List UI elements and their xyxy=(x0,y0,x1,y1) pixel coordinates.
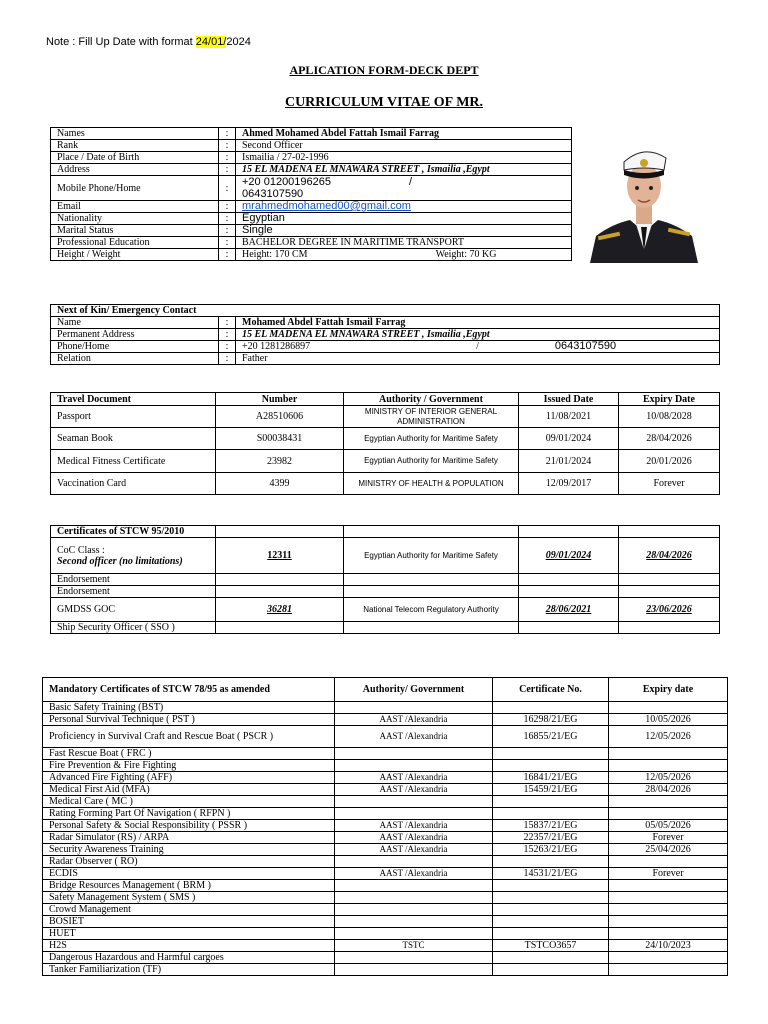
table-header-row xyxy=(51,526,720,538)
certificate-authority xyxy=(335,856,493,868)
doc-name: Seaman Book xyxy=(51,428,216,450)
stcw-2010-certificates-table xyxy=(50,525,720,634)
kin-name-label: Name xyxy=(51,317,219,329)
certificate-name: HUET xyxy=(43,928,335,940)
certificate-authority: AAST /Alexandria xyxy=(335,784,493,796)
doc-name: Vaccination Card xyxy=(51,473,216,495)
gmdss-authority: National Telecom Regulatory Authority xyxy=(344,598,519,622)
certificate-number: 15263/21/EG xyxy=(493,844,609,856)
certificate-number: 14531/21/EG xyxy=(493,868,609,880)
certificate-authority: AAST /Alexandria xyxy=(335,820,493,832)
certificate-name: Personal Survival Technique ( PST ) xyxy=(43,714,335,726)
note-prefix: Note : Fill Up Date with format xyxy=(46,36,196,48)
certificate-name: Security Awareness Training xyxy=(43,844,335,856)
empty-cell xyxy=(344,622,519,634)
certificate-name: Advanced Fire Fighting (AFF) xyxy=(43,772,335,784)
certificate-number xyxy=(493,928,609,940)
doc-authority: Egyptian Authority for Maritime Safety xyxy=(344,450,519,473)
separator: : xyxy=(219,341,236,353)
email-label: Email xyxy=(51,201,219,213)
cv-title: CURRICULUM VITAE OF MR. xyxy=(284,95,484,110)
empty-cell xyxy=(519,526,619,538)
certificate-number: 22357/21/EG xyxy=(493,832,609,844)
certificate-authority xyxy=(335,952,493,964)
coc-issued: 09/01/2024 xyxy=(519,538,619,574)
certificate-name: Basic Safety Training (BST) xyxy=(43,702,335,714)
certificate-authority: AAST /Alexandria xyxy=(335,844,493,856)
table-row xyxy=(43,892,728,904)
table-row xyxy=(43,928,728,940)
separator: : xyxy=(219,152,236,164)
kin-address-value: 15 EL MADENA EL MNAWARA STREET , Ismailia ,Egypt xyxy=(236,329,720,341)
kin-mobile-phone: +20 1281286897 xyxy=(242,341,311,352)
certificate-expiry xyxy=(609,808,728,820)
certificate-name: Proficiency in Survival Craft and Rescue Boat ( PSCR ) xyxy=(43,726,335,748)
certificate-expiry: 10/05/2026 xyxy=(609,714,728,726)
certificate-name: BOSIET xyxy=(43,916,335,928)
certificate-name: Fire Prevention & Fire Fighting xyxy=(43,760,335,772)
coc-cell xyxy=(51,538,216,574)
table-row xyxy=(51,329,720,341)
certificate-number xyxy=(493,808,609,820)
empty-cell xyxy=(216,526,344,538)
certificate-expiry xyxy=(609,928,728,940)
table-row xyxy=(51,574,720,586)
coc-authority: Egyptian Authority for Maritime Safety xyxy=(344,538,519,574)
separator: : xyxy=(219,140,236,152)
certificate-expiry xyxy=(609,748,728,760)
coc-label: CoC Class : xyxy=(57,544,105,556)
certificate-name: Tanker Familiarization (TF) xyxy=(43,964,335,976)
doc-number: 23982 xyxy=(216,450,344,473)
certificate-authority xyxy=(335,916,493,928)
table-header-row xyxy=(43,678,728,702)
col-expiry-date: Expiry Date xyxy=(619,393,720,406)
endorsement-1: Endorsement xyxy=(51,574,216,586)
weight-value: Weight: 70 KG xyxy=(435,249,497,260)
phone-value-cell xyxy=(236,176,572,201)
gmdss-issued: 28/06/2021 xyxy=(519,598,619,622)
empty-cell xyxy=(344,574,519,586)
certificate-number: 16855/21/EG xyxy=(493,726,609,748)
certificate-number xyxy=(493,916,609,928)
marital-value: Single xyxy=(236,225,572,237)
separator: : xyxy=(219,237,236,249)
table-row xyxy=(51,341,720,353)
address-label: Address xyxy=(51,164,219,176)
table-row xyxy=(43,868,728,880)
birth-label: Place / Date of Birth xyxy=(51,152,219,164)
certificate-expiry: 05/05/2026 xyxy=(609,820,728,832)
table-row xyxy=(43,844,728,856)
separator: : xyxy=(219,201,236,213)
certificate-name: Medical Care ( MC ) xyxy=(43,796,335,808)
certificate-name: Radar Simulator (RS) / ARPA xyxy=(43,832,335,844)
table-row xyxy=(43,856,728,868)
table-row xyxy=(43,702,728,714)
next-of-kin-table xyxy=(50,304,720,365)
separator: : xyxy=(219,317,236,329)
separator: : xyxy=(219,225,236,237)
doc-number: S00038431 xyxy=(216,428,344,450)
certificate-authority xyxy=(335,904,493,916)
kin-name-value: Mohamed Abdel Fattah Ismail Farrag xyxy=(236,317,720,329)
table-row xyxy=(43,964,728,976)
travel-documents-table xyxy=(50,392,720,495)
education-label: Professional Education xyxy=(51,237,219,249)
kin-header: Next of Kin/ Emergency Contact xyxy=(51,305,720,317)
doc-expiry: 28/04/2026 xyxy=(619,428,720,450)
col-travel-document: Travel Document xyxy=(51,393,216,406)
empty-cell xyxy=(344,586,519,598)
certificate-expiry xyxy=(609,904,728,916)
table-row xyxy=(43,772,728,784)
table-row xyxy=(51,428,720,450)
address-value: 15 EL MADENA EL MNAWARA STREET , Ismailia ,Egypt xyxy=(236,164,572,176)
certificate-number xyxy=(493,964,609,976)
doc-issued: 12/09/2017 xyxy=(519,473,619,495)
col-certificate-no: Certificate No. xyxy=(493,678,609,702)
certificate-authority xyxy=(335,760,493,772)
empty-cell xyxy=(619,586,720,598)
doc-number: A28510606 xyxy=(216,406,344,428)
education-value: BACHELOR DEGREE IN MARITIME TRANSPORT xyxy=(236,237,572,249)
certificate-number: 16298/21/EG xyxy=(493,714,609,726)
certificate-expiry: Forever xyxy=(609,868,728,880)
table-row xyxy=(43,880,728,892)
certificate-authority xyxy=(335,892,493,904)
empty-cell xyxy=(216,586,344,598)
certificate-expiry: Forever xyxy=(609,832,728,844)
certificate-authority xyxy=(335,964,493,976)
empty-cell xyxy=(519,622,619,634)
certificate-number xyxy=(493,892,609,904)
kin-home-phone: 0643107590 xyxy=(554,340,617,352)
endorsement-2: Endorsement xyxy=(51,586,216,598)
doc-expiry: 20/01/2026 xyxy=(619,450,720,473)
certificate-expiry xyxy=(609,952,728,964)
gmdss-label: GMDSS GOC xyxy=(51,598,216,622)
separator: : xyxy=(219,353,236,365)
table-row xyxy=(51,473,720,495)
phone-slash: / xyxy=(409,176,413,188)
certificate-number: 15459/21/EG xyxy=(493,784,609,796)
certificate-number xyxy=(493,796,609,808)
empty-cell xyxy=(519,586,619,598)
table-row xyxy=(43,820,728,832)
email-cell xyxy=(236,201,572,213)
certificate-authority: AAST /Alexandria xyxy=(335,714,493,726)
format-note xyxy=(46,36,251,48)
empty-cell xyxy=(216,622,344,634)
certificate-number xyxy=(493,760,609,772)
doc-expiry: 10/08/2028 xyxy=(619,406,720,428)
certificate-expiry xyxy=(609,964,728,976)
form-title: APLICATION FORM-DECK DEPT xyxy=(289,63,479,77)
note-suffix: 2024 xyxy=(226,36,251,48)
certificate-name: Dangerous Hazardous and Harmful cargoes xyxy=(43,952,335,964)
certificate-authority: AAST /Alexandria xyxy=(335,832,493,844)
certificate-authority xyxy=(335,808,493,820)
certificate-expiry: 25/04/2026 xyxy=(609,844,728,856)
kin-address-label: Permanent Address xyxy=(51,329,219,341)
certificate-name: Personal Safety & Social Responsibility ( PSSR ) xyxy=(43,820,335,832)
stcw-2010-header: Certificates of STCW 95/2010 xyxy=(51,526,216,538)
profile-photo xyxy=(572,128,716,263)
separator: : xyxy=(219,213,236,225)
table-row xyxy=(43,796,728,808)
doc-issued: 21/01/2024 xyxy=(519,450,619,473)
doc-issued: 09/01/2024 xyxy=(519,428,619,450)
certificate-name: Radar Observer ( RO) xyxy=(43,856,335,868)
table-header-row xyxy=(51,393,720,406)
certificate-authority: AAST /Alexandria xyxy=(335,868,493,880)
certificate-expiry: 28/04/2026 xyxy=(609,784,728,796)
table-row xyxy=(51,305,720,317)
table-row xyxy=(51,538,720,574)
certificate-number xyxy=(493,856,609,868)
table-row xyxy=(51,598,720,622)
col-expiry-date: Expiry date xyxy=(609,678,728,702)
certificate-number: 16841/21/EG xyxy=(493,772,609,784)
table-row xyxy=(43,904,728,916)
table-row xyxy=(51,317,720,329)
table-row xyxy=(43,940,728,952)
doc-authority: Egyptian Authority for Maritime Safety xyxy=(344,428,519,450)
doc-issued: 11/08/2021 xyxy=(519,406,619,428)
doc-authority: MINISTRY OF INTERIOR GENERAL ADMINISTRATION xyxy=(344,406,519,428)
table-row xyxy=(43,952,728,964)
separator: : xyxy=(219,329,236,341)
col-issued-date: Issued Date xyxy=(519,393,619,406)
certificate-name: ECDIS xyxy=(43,868,335,880)
note-highlight: 24/01/ xyxy=(195,36,227,48)
certificate-expiry xyxy=(609,916,728,928)
doc-authority: MINISTRY OF HEALTH & POPULATION xyxy=(344,473,519,495)
doc-name: Passport xyxy=(51,406,216,428)
birth-value: Ismailia / 27-02-1996 xyxy=(236,152,572,164)
table-row xyxy=(43,832,728,844)
kin-phone-slash: / xyxy=(476,341,479,352)
empty-cell xyxy=(619,622,720,634)
empty-cell xyxy=(344,526,519,538)
certificate-name: Safety Management System ( SMS ) xyxy=(43,892,335,904)
height-weight-label: Height / Weight xyxy=(51,249,219,261)
kin-relation-label: Relation xyxy=(51,353,219,365)
mandatory-certificates-body xyxy=(43,702,728,976)
certificate-authority: TSTC xyxy=(335,940,493,952)
certificate-name: Crowd Management xyxy=(43,904,335,916)
certificate-expiry xyxy=(609,760,728,772)
table-row xyxy=(51,353,720,365)
certificate-name: H2S xyxy=(43,940,335,952)
col-authority-government: Authority/ Government xyxy=(335,678,493,702)
table-row xyxy=(43,726,728,748)
certificate-number xyxy=(493,904,609,916)
mandatory-certificates-table xyxy=(42,677,728,976)
certificate-authority: AAST /Alexandria xyxy=(335,726,493,748)
separator: : xyxy=(219,176,236,201)
empty-cell xyxy=(519,574,619,586)
separator: : xyxy=(219,164,236,176)
certificate-number xyxy=(493,952,609,964)
kin-phone-label: Phone/Home xyxy=(51,341,219,353)
certificate-expiry: 24/10/2023 xyxy=(609,940,728,952)
certificate-number: 15837/21/EG xyxy=(493,820,609,832)
gmdss-number: 36281 xyxy=(216,598,344,622)
officer-portrait-image xyxy=(572,128,716,263)
nationality-value: Egyptian xyxy=(236,213,572,225)
doc-expiry: Forever xyxy=(619,473,720,495)
rank-label: Rank xyxy=(51,140,219,152)
certificate-authority xyxy=(335,702,493,714)
height-value: Height: 170 CM xyxy=(242,249,308,260)
doc-number: 4399 xyxy=(216,473,344,495)
certificate-expiry xyxy=(609,856,728,868)
table-row xyxy=(51,450,720,473)
certificate-expiry: 12/05/2026 xyxy=(609,726,728,748)
coc-number: 12311 xyxy=(216,538,344,574)
certificate-name: Medical First Aid (MFA) xyxy=(43,784,335,796)
certificate-authority xyxy=(335,796,493,808)
rank-value: Second Officer xyxy=(236,140,572,152)
certificate-authority xyxy=(335,880,493,892)
certificate-authority xyxy=(335,928,493,940)
height-weight-cell xyxy=(236,249,572,261)
doc-name: Medical Fitness Certificate xyxy=(51,450,216,473)
empty-cell xyxy=(619,574,720,586)
certificate-name: Fast Rescue Boat ( FRC ) xyxy=(43,748,335,760)
email-link[interactable]: mrahmedmohamed00@gmail.com xyxy=(242,200,411,212)
certificate-expiry xyxy=(609,702,728,714)
certificate-number xyxy=(493,880,609,892)
certificate-number: TSTCO3657 xyxy=(493,940,609,952)
table-row xyxy=(43,748,728,760)
table-row xyxy=(43,916,728,928)
home-phone: 0643107590 xyxy=(242,188,304,200)
certificate-expiry xyxy=(609,880,728,892)
phone-label: Mobile Phone/Home xyxy=(51,176,219,201)
certificate-authority xyxy=(335,748,493,760)
sso-label: Ship Security Officer ( SSO ) xyxy=(51,622,216,634)
certificate-expiry xyxy=(609,796,728,808)
coc-class: Second officer (no limitations) xyxy=(57,555,183,567)
coc-expiry: 28/04/2026 xyxy=(619,538,720,574)
certificate-expiry: 12/05/2026 xyxy=(609,772,728,784)
table-row xyxy=(43,808,728,820)
names-label: Names xyxy=(51,128,219,140)
marital-label: Marital Status xyxy=(51,225,219,237)
table-row xyxy=(43,784,728,796)
separator: : xyxy=(219,249,236,261)
table-row xyxy=(51,622,720,634)
table-row xyxy=(51,586,720,598)
empty-cell xyxy=(619,526,720,538)
table-row xyxy=(43,760,728,772)
empty-cell xyxy=(216,574,344,586)
certificate-number xyxy=(493,702,609,714)
nationality-label: Nationality xyxy=(51,213,219,225)
kin-phone-cell xyxy=(236,341,720,353)
kin-relation-value: Father xyxy=(236,353,720,365)
certificate-expiry xyxy=(609,892,728,904)
col-authority: Authority / Government xyxy=(344,393,519,406)
certificate-number xyxy=(493,748,609,760)
certificate-name: Rating Forming Part Of Navigation ( RFPN ) xyxy=(43,808,335,820)
mobile-phone: +20 01200196265 xyxy=(242,176,332,188)
certificate-authority: AAST /Alexandria xyxy=(335,772,493,784)
col-mandatory-certificate: Mandatory Certificates of STCW 78/95 as amended xyxy=(43,678,335,702)
certificate-name: Bridge Resources Management ( BRM ) xyxy=(43,880,335,892)
table-row xyxy=(43,714,728,726)
col-number: Number xyxy=(216,393,344,406)
gmdss-expiry: 23/06/2026 xyxy=(619,598,720,622)
names-value: Ahmed Mohamed Abdel Fattah Ismail Farrag xyxy=(236,128,572,140)
separator: : xyxy=(219,128,236,140)
table-row xyxy=(51,406,720,428)
